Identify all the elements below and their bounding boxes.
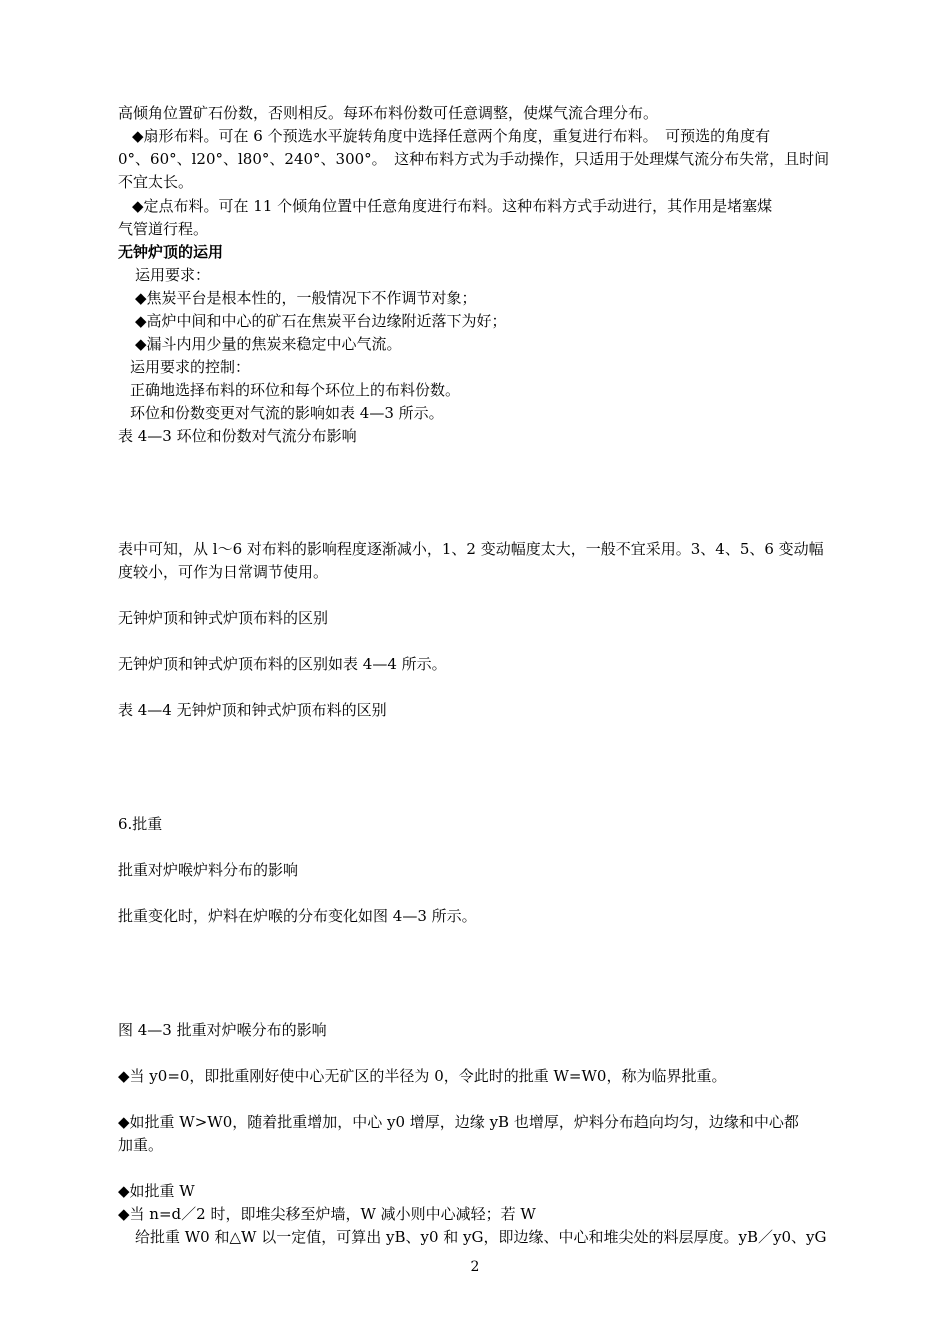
- text-line: 气管道行程。: [118, 220, 209, 238]
- bullet-item: ◆焦炭平台是根本性的，一般情况下不作调节对象；: [135, 289, 477, 307]
- bullet-item: ◆当 n=d／2 时，即堆尖移至炉墙，W 减小则中心减轻；若 W: [118, 1205, 536, 1223]
- text-line: 正确地选择布料的环位和每个环位上的布料份数。: [130, 381, 461, 399]
- bullet-item: ◆如批重 W: [118, 1182, 195, 1200]
- text-line: 表中可知，从 l～6 对布料的影响程度逐渐减小，1、2 变动幅度太大，一般不宜采用。3、4、5、6 变动幅: [118, 540, 824, 558]
- page-number: 2: [470, 1259, 480, 1275]
- bullet-item: ◆漏斗内用少量的焦炭来稳定中心气流。: [135, 335, 402, 353]
- text-line: 运用要求：: [135, 266, 211, 284]
- text-line: 批重变化时，炉料在炉喉的分布变化如图 4—3 所示。: [118, 907, 477, 925]
- table-caption: 表 4—3 环位和份数对气流分布影响: [118, 427, 357, 445]
- bullet-item: ◆当 y0=0，即批重刚好使中心无矿区的半径为 0，令此时的批重 W=W0，称为临界批重。: [118, 1067, 727, 1085]
- text-line: 批重对炉喉炉料分布的影响: [118, 861, 299, 879]
- bullet-item: ◆高炉中间和中心的矿石在焦炭平台边缘附近落下为好；: [135, 312, 507, 330]
- text-line: 给批重 W0 和△W 以一定值，可算出 yB、y0 和 yG，即边缘、中心和堆尖处的料层厚度。yB／y0、yG: [135, 1228, 827, 1246]
- text-line: 无钟炉顶和钟式炉顶布料的区别: [118, 609, 329, 627]
- bullet-fixed-point-distribution: ◆定点布料。可在 11 个倾角位置中任意角度进行布料。这种布料方式手动进行，其作用是堵塞煤: [132, 197, 773, 215]
- text-line: 度较小，可作为日常调节使用。: [118, 563, 329, 581]
- text-line: 不宜太长。: [118, 173, 194, 191]
- bullet-fan-distribution: ◆扇形布料。可在 6 个预选水平旋转角度中选择任意两个角度，重复进行布料。 可预选的角度有: [132, 127, 771, 145]
- text-line: 环位和份数变更对气流的影响如表 4—3 所示。: [130, 404, 444, 422]
- text-line: 无钟炉顶和钟式炉顶布料的区别如表 4—4 所示。: [118, 655, 447, 673]
- section-heading: 无钟炉顶的运用: [118, 243, 224, 261]
- section-heading: 6.批重: [118, 815, 163, 833]
- bullet-item: ◆如批重 W>W0，随着批重增加，中心 y0 增厚，边缘 yB 也增厚，炉料分布趋向均匀，边缘和中心都: [118, 1113, 799, 1131]
- text-line: 0°、60°、l20°、l80°、240°、300°。 这种布料方式为手动操作，只适用于处理煤气流分布失常，且时间: [118, 150, 830, 168]
- table-caption: 表 4—4 无钟炉顶和钟式炉顶布料的区别: [118, 701, 387, 719]
- figure-caption: 图 4—3 批重对炉喉分布的影响: [118, 1021, 327, 1039]
- text-line: 高倾角位置矿石份数，否则相反。每环布料份数可任意调整，使煤气流合理分布。: [118, 104, 659, 122]
- text-line: 加重。: [118, 1136, 164, 1154]
- text-line: 运用要求的控制：: [130, 358, 251, 376]
